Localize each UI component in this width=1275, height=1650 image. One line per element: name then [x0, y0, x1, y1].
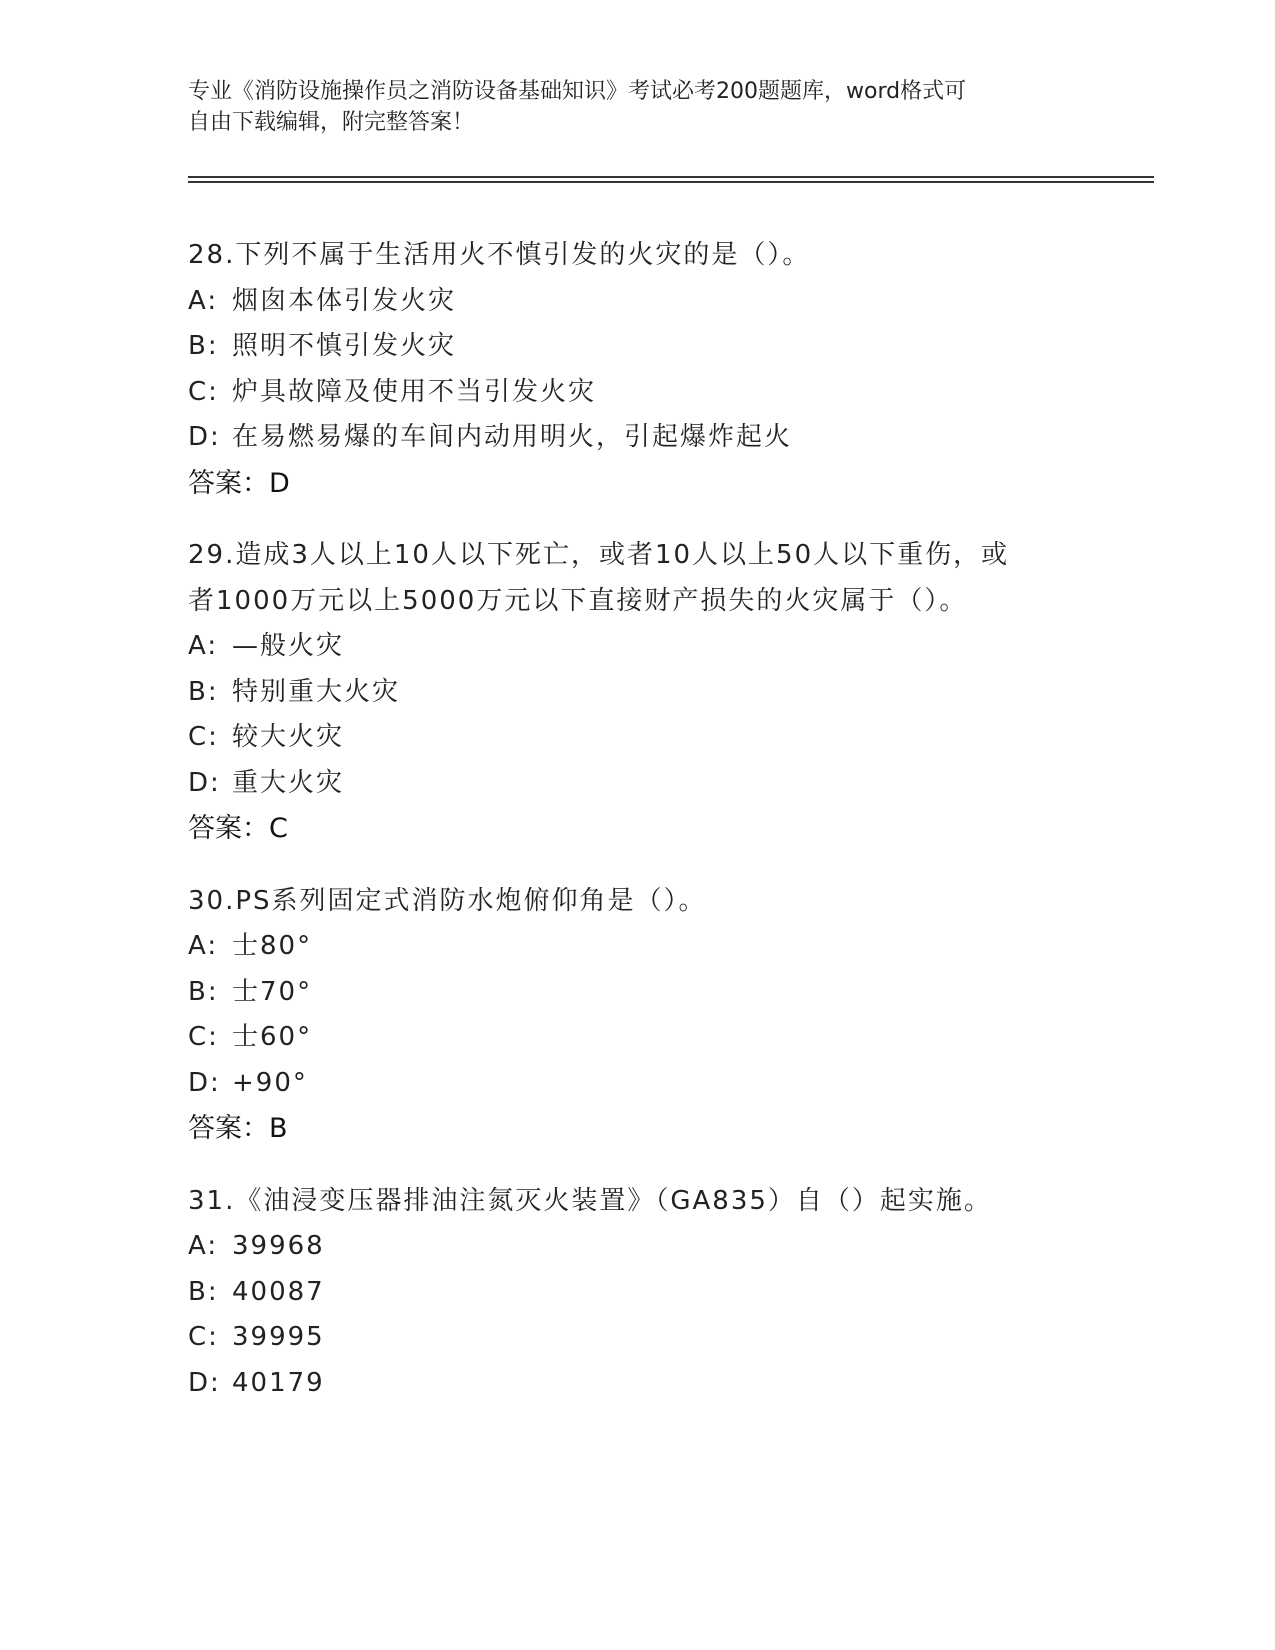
option-letter: B: [188, 976, 219, 1007]
option-text: 士70° [232, 976, 313, 1007]
question-text [188, 233, 1088, 279]
option-d [188, 415, 1088, 461]
option-letter: A: [188, 1231, 219, 1261]
question-text [188, 533, 1088, 624]
option-c [188, 1315, 1088, 1361]
option-letter: B: [188, 676, 219, 707]
answer-line: 答案：C [188, 813, 288, 844]
option-letter: A: [188, 631, 219, 661]
option-letter: B: [188, 1276, 219, 1307]
option-a [188, 624, 1088, 670]
option-text: 烟囱本体引发火灾 [232, 285, 457, 316]
answer-line: 答案：B [188, 1113, 288, 1144]
option-text: 较大火灾 [232, 722, 345, 752]
question-text [188, 879, 1088, 925]
option-letter: B: [188, 331, 219, 361]
question-line: 者1000万元以上5000万元以下直接财产损失的火灾属于（）。 [188, 585, 968, 616]
option-text: 重大火灾 [232, 767, 345, 798]
header-line-1: 专业《消防设施操作员之消防设备基础知识》考试必考200题题库，word格式可 [188, 79, 967, 104]
question-28 [188, 233, 1088, 506]
option-a [188, 924, 1088, 970]
option-b [188, 670, 1088, 716]
option-letter: C: [188, 1322, 219, 1352]
option-text: 在易燃易爆的车间内动用明火，引起爆炸起火 [232, 422, 793, 452]
header-divider-bottom [188, 181, 1154, 183]
option-d [188, 1361, 1088, 1407]
question-line: 30.PS系列固定式消防水炮俯仰角是（）。 [188, 885, 707, 916]
option-text: 照明不慎引发火灾 [232, 331, 457, 361]
option-letter: D: [188, 422, 221, 452]
option-letter: D: [188, 1367, 221, 1398]
option-b [188, 324, 1088, 370]
option-letter: C: [188, 722, 219, 752]
option-text: 40087 [232, 1276, 325, 1307]
option-text: 士60° [232, 1022, 313, 1052]
option-a [188, 279, 1088, 325]
option-c [188, 1015, 1088, 1061]
question-31 [188, 1179, 1088, 1407]
option-text: 士80° [232, 931, 313, 961]
option-c [188, 715, 1088, 761]
option-b [188, 970, 1088, 1016]
option-letter: A: [188, 285, 219, 316]
answer-line: 答案：D [188, 467, 290, 499]
option-letter: C: [188, 1022, 219, 1052]
option-letter: D: [188, 767, 221, 798]
option-text: 40179 [232, 1367, 325, 1398]
option-text: —般火灾 [232, 631, 345, 661]
header-line-2: 自由下载编辑，附完整答案！ [188, 110, 475, 135]
question-29 [188, 533, 1088, 852]
question-text [188, 1179, 1088, 1225]
option-text: +90° [232, 1067, 308, 1098]
question-line: 29.造成3人以上10人以下死亡，或者10人以上50人以下重伤，或 [188, 540, 1010, 570]
option-a [188, 1224, 1088, 1270]
header-divider-top [188, 176, 1154, 178]
question-line: 28.下列不属于生活用火不慎引发的火灾的是（）。 [188, 240, 811, 270]
option-d [188, 1061, 1088, 1107]
option-b [188, 1270, 1088, 1316]
option-text: 炉具故障及使用不当引发火灾 [232, 376, 597, 407]
question-line: 31.《油浸变压器排油注氮灭火装置》（GA835）自（）起实施。 [188, 1185, 992, 1216]
document-header [188, 76, 1068, 138]
option-text: 39968 [232, 1231, 325, 1261]
question-30 [188, 879, 1088, 1152]
option-c [188, 370, 1088, 416]
option-text: 特别重大火灾 [232, 676, 401, 707]
option-letter: A: [188, 931, 219, 961]
question-list [188, 233, 1088, 1433]
option-letter: C: [188, 376, 219, 407]
option-d [188, 761, 1088, 807]
option-text: 39995 [232, 1322, 325, 1352]
option-letter: D: [188, 1067, 221, 1098]
